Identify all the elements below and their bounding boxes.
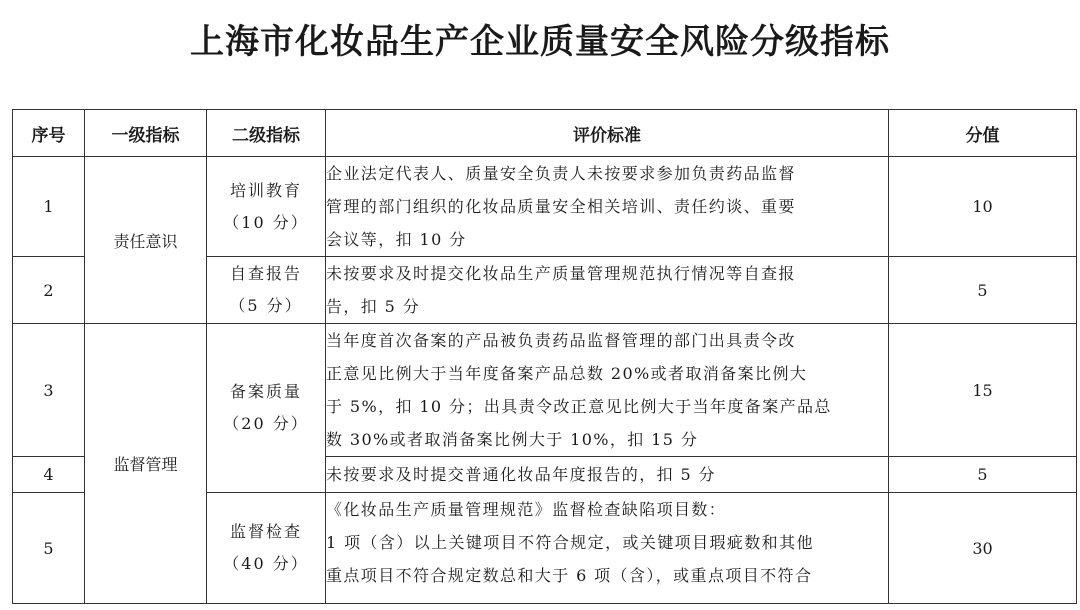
table-row [13, 324, 1077, 457]
header-no: 序号 [13, 110, 85, 157]
level2-indicator [207, 257, 326, 324]
document-title: 上海市化妆品生产企业质量安全风险分级指标 [190, 22, 890, 62]
criteria-cell [326, 493, 889, 604]
level2-name: 培训教育 [229, 180, 302, 200]
level1-indicator: 监督管理 [85, 324, 207, 604]
score-value: 15 [889, 324, 1077, 457]
criteria-line: 1 项（含）以上关键项目不符合规定，或关键项目瑕疵数和其他 [326, 533, 814, 552]
level2-points: （40 分） [223, 554, 309, 573]
header-score: 分值 [889, 110, 1077, 157]
criteria-cell [326, 257, 889, 324]
criteria-line: 于 5%，扣 10 分；出具责令改正意见比例大于当年度备案产品总 [326, 397, 832, 416]
score-value: 5 [889, 457, 1077, 493]
criteria-line: 正意见比例大于当年度备案产品总数 20%或者取消备案比例大 [326, 364, 808, 383]
criteria-cell [326, 457, 889, 493]
level1-indicator: 责任意识 [85, 157, 207, 324]
level2-name: 备案质量 [229, 382, 302, 401]
header-row [13, 110, 1077, 157]
header-level2: 二级指标 [207, 110, 326, 157]
level2-name: 自查报告 [229, 264, 302, 283]
criteria-line: 会议等，扣 10 分 [326, 230, 467, 249]
criteria-cell [326, 324, 889, 457]
level2-indicator [207, 324, 326, 493]
header-criteria: 评价标准 [326, 110, 889, 157]
level2-points: （5 分） [229, 296, 303, 315]
criteria-line: 重点项目不符合规定数总和大于 6 项（含），或重点项目不符合 [326, 566, 813, 585]
score-value: 5 [889, 257, 1077, 324]
criteria-line: 未按要求及时提交普通化妆品年度报告的，扣 5 分 [326, 465, 716, 484]
criteria-line: 当年度首次备案的产品被负责药品监督管理的部门出具责令改 [326, 331, 796, 350]
criteria-line: 数 30%或者取消备案比例大于 10%，扣 15 分 [326, 430, 699, 449]
level2-name: 监督检查 [229, 522, 302, 541]
score-value: 10 [889, 157, 1077, 257]
row-number: 3 [13, 324, 85, 457]
criteria-line: 《化妆品生产质量管理规范》监督检查缺陷项目数： [326, 500, 727, 519]
level2-points: （10 分） [223, 212, 309, 232]
criteria-line: 告，扣 5 分 [326, 297, 421, 316]
level2-indicator [207, 157, 326, 257]
row-number: 1 [13, 157, 85, 257]
risk-index-table [12, 109, 1077, 604]
row-number: 4 [13, 457, 85, 493]
row-number: 2 [13, 257, 85, 324]
level2-indicator [207, 493, 326, 604]
criteria-line: 管理的部门组织的化妆品质量安全相关培训、责任约谈、重要 [326, 197, 796, 216]
table-row [13, 157, 1077, 257]
criteria-cell [326, 157, 889, 257]
criteria-line: 未按要求及时提交化妆品生产质量管理规范执行情况等自查报 [326, 264, 796, 283]
criteria-line: 企业法定代表人、质量安全负责人未按要求参加负责药品监督 [326, 164, 796, 183]
row-number: 5 [13, 493, 85, 604]
score-value: 30 [889, 493, 1077, 604]
level2-points: （20 分） [223, 414, 309, 433]
header-level1: 一级指标 [85, 110, 207, 157]
